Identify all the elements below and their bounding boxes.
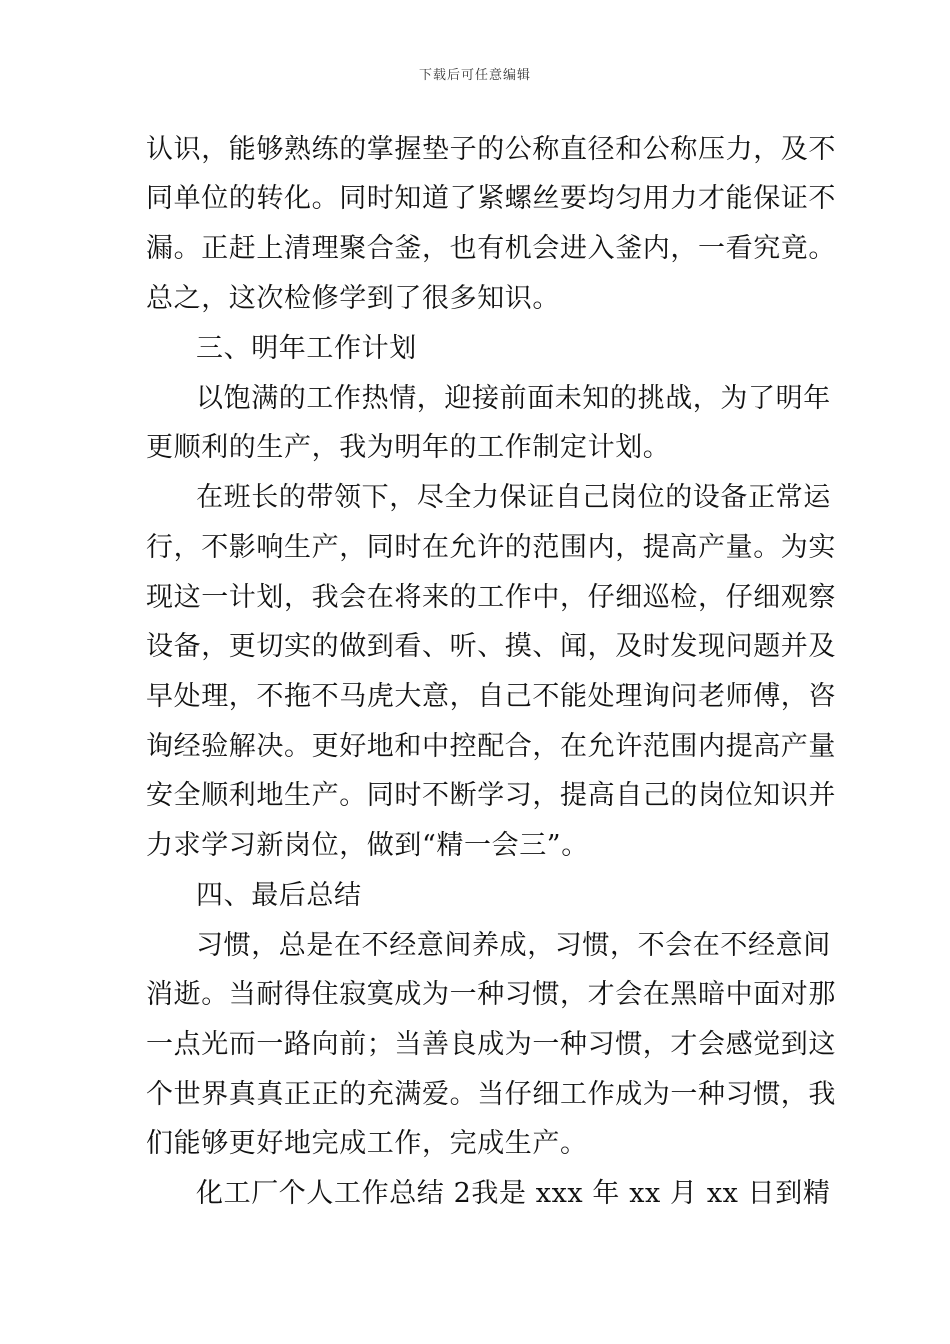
text-line: 漏。正赶上清理聚合釜，也有机会进入釜内，一看究竟。 (146, 233, 836, 264)
text-line: 认识，能够熟练的掌握垫子的公称直径和公称压力，及不 (146, 134, 836, 165)
text-line: 现这一计划，我会在将来的工作中，仔细巡检，仔细观察 (146, 582, 836, 613)
page-header: 下载后可任意编辑 (418, 68, 531, 83)
text-line: 们能够更好地完成工作，完成生产。 (146, 1128, 588, 1159)
text-line: 以饱满的工作热情，迎接前面未知的挑战，为了明年 (196, 383, 831, 414)
text-line: 同单位的转化。同时知道了紧螺丝要均匀用力才能保证不 (146, 183, 836, 214)
text-line: 力求学习新岗位，做到“精一会三”。 (146, 830, 589, 861)
text-line: 在班长的带领下，尽全力保证自己岗位的设备正常运 (196, 482, 831, 513)
text-line: 总之，这次检修学到了很多知识。 (146, 283, 560, 314)
section-heading: 三、明年工作计划 (196, 333, 417, 364)
text-line: 习惯，总是在不经意间养成，习惯，不会在不经意间 (196, 930, 831, 961)
text-line: 安全顺利地生产。同时不断学习，提高自己的岗位知识并 (146, 780, 836, 811)
text-line: 个世界真真正正的充满爱。当仔细工作成为一种习惯，我 (146, 1079, 836, 1110)
text-line: 早处理，不拖不马虎大意，自己不能处理询问老师傅，咨 (146, 681, 836, 712)
text-line: 消逝。当耐得住寂寞成为一种习惯，才会在黑暗中面对那 (146, 979, 836, 1010)
text-line: 设备，更切实的做到看、听、摸、闻，及时发现问题并及 (146, 631, 836, 662)
text-line (196, 1178, 831, 1210)
text-line: 行，不影响生产，同时在允许的范围内，提高产量。为实 (146, 532, 836, 563)
text-line: 一点光而一路向前；当善良成为一种习惯，才会感觉到这 (146, 1029, 836, 1060)
section-heading: 四、最后总结 (196, 880, 362, 911)
text-fragment: 我是 xxx 年 xx 月 xx 日到精 (471, 1178, 831, 1209)
text-line: 更顺利的生产，我为明年的工作制定计划。 (146, 432, 671, 463)
document-title-2: 化工厂个人工作总结 2 (196, 1178, 472, 1209)
text-line: 询经验解决。更好地和中控配合，在允许范围内提高产量 (146, 731, 836, 762)
